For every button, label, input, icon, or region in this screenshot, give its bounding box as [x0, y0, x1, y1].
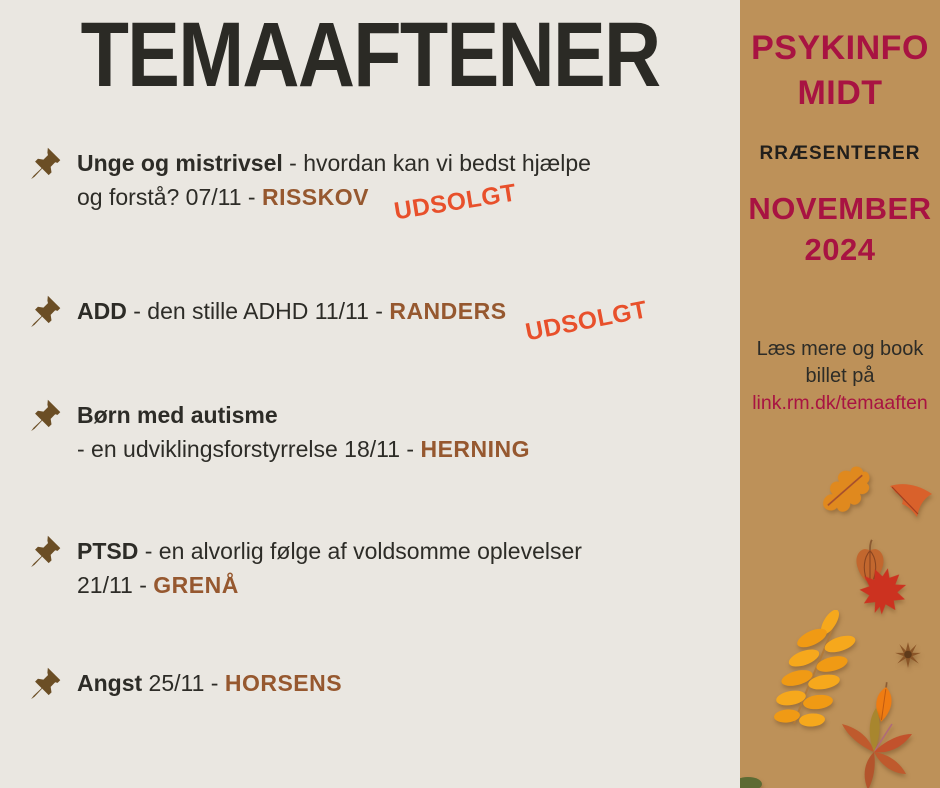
event-city: GRENÅ — [153, 572, 239, 598]
event-line-1 — [77, 294, 650, 347]
event-date: og forstå? 07/11 - — [77, 184, 262, 210]
brand-name: PSYKINFO MIDT — [751, 29, 929, 112]
presents-label: RRÆSENTERER — [759, 143, 921, 164]
event-title: Børn med autisme — [77, 402, 278, 428]
soldout-badge: UDSOLGT — [392, 179, 519, 226]
event-line-1 — [77, 534, 582, 568]
event-line-1 — [77, 146, 591, 180]
star-anise-image — [894, 641, 922, 669]
event-title: ADD — [77, 298, 127, 324]
red-leaf-edge-image — [888, 480, 934, 520]
event-text — [77, 534, 582, 602]
creeper-leaf-image — [832, 706, 916, 788]
event-text — [77, 294, 650, 347]
pushpin-icon — [28, 398, 62, 432]
booking-info-text: Læs mere og book billet på — [756, 338, 924, 387]
month-label: NOVEMBER 2024 — [748, 191, 932, 267]
event-line-2 — [77, 432, 530, 466]
event-line-1 — [77, 398, 530, 432]
event-text — [77, 666, 342, 700]
event-description: - den stille ADHD 11/11 - — [126, 298, 390, 324]
pushpin-icon — [28, 534, 62, 568]
event-item-unge-og-mistrivsel — [28, 146, 591, 226]
corner-green-leaf-image — [740, 774, 764, 788]
event-description: - en alvorlig følge af voldsomme oplevelser — [138, 538, 582, 564]
event-item-angst — [28, 666, 342, 700]
event-item-ptsd — [28, 534, 582, 602]
event-date: 21/11 - — [77, 572, 154, 598]
pushpin-icon — [28, 146, 62, 180]
event-item-boern-med-autisme — [28, 398, 530, 466]
soldout-badge: UDSOLGT — [522, 296, 650, 347]
event-line-2 — [77, 568, 582, 602]
event-city: HERNING — [420, 436, 531, 462]
event-description: - en udviklingsforstyrrelse 18/11 - — [77, 436, 421, 462]
event-title: Unge og mistrivsel — [77, 150, 283, 176]
event-description: - hvordan kan vi bedst hjælpe — [282, 150, 591, 176]
event-city: RISSKOV — [261, 184, 369, 210]
sidebar — [740, 0, 940, 788]
poster-title: TEMAAFTENER — [80, 4, 660, 106]
event-title: Angst — [77, 670, 143, 696]
pushpin-icon — [28, 666, 62, 700]
event-item-add — [28, 294, 650, 347]
event-text — [77, 146, 591, 226]
booking-link: link.rm.dk/temaaften — [752, 392, 928, 414]
pushpin-icon — [28, 294, 62, 328]
event-date: 25/11 - — [142, 670, 225, 696]
event-title: PTSD — [77, 538, 139, 564]
oak-leaf-image — [812, 459, 880, 522]
event-line-1 — [77, 666, 342, 700]
event-line-2 — [77, 179, 591, 226]
event-city: RANDERS — [389, 298, 507, 324]
event-text — [77, 398, 530, 466]
event-city: HORSENS — [224, 670, 343, 696]
